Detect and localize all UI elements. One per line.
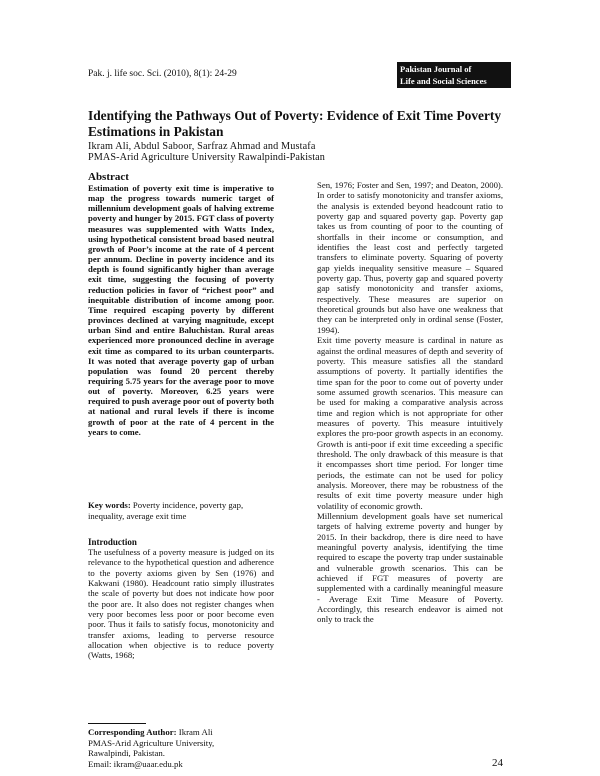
corresponding-author-label: Corresponding Author: — [88, 727, 177, 737]
abstract-text: Estimation of poverty exit time is imperative to map the progress towards numeric target of millennium development goals of halving extreme poverty and hunger by 2015. FGT class of poverty measures was supplemented with Watts Index, using hypothetical consistent broad based neutral growth of Poor’s income at the rate of 4 percent per annum. Decline in poverty incidence and its depth is found significantly higher than average exit time, suggesting the focusing of poverty reduction policies in favor of “richest poor” and inequitable distribution of income among poor. Time required escaping poverty by different provinces declined at varying magnitude, except urban Sind and entire Baluchistan. Rural areas experienced more pronounced decline in average exit time as compared to its urban counterparts. It was noted that average poverty gap of urban population was found 20 percent thereby requiring 5.75 years for the average poor to move out of poverty. Moreover, 6.25 years were required to push average poor out of poverty both at national and rural levels if there is income growth of poor at the rate of 4 percent in the years to come. — [88, 183, 274, 437]
corresponding-author-institution: PMAS-Arid Agriculture University, — [88, 737, 215, 748]
journal-reference: Pak. j. life soc. Sci. (2010), 8(1): 24-29 — [88, 69, 237, 79]
author-affiliation: PMAS-Arid Agriculture University Rawalpindi-Pakistan — [88, 152, 325, 163]
introduction-text: The usefulness of a poverty measure is judged on its relevance to the hypothetical question and adherence to the poverty axioms given by Sen (1976) and Kakwani (1980). Headcount ratio simply illustrates the scale of poverty but does not indicate how poor the poor are. It also does not register changes when very poor becomes less poor or poor become even poor. Thus it fails to satisfy focus, monotonicity and transfer axioms, leading to perverse resource allocation when objective is to reduce poverty (Watts, 1968; — [88, 547, 274, 661]
author-list: Ikram Ali, Abdul Saboor, Sarfraz Ahmad and Mustafa — [88, 141, 316, 152]
keywords-label: Key words: — [88, 500, 131, 510]
article-title: Identifying the Pathways Out of Poverty: Evidence of Exit Time Poverty Estimations in Pakistan — [88, 108, 502, 139]
page-number: 24 — [492, 757, 503, 769]
corresponding-author-name: Ikram Ali — [178, 727, 213, 737]
email-label: Email: — [88, 758, 112, 769]
right-column-paragraph-3: Millennium development goals have set numerical targets of halving extreme poverty and hunger by 2015. In their backdrop, there is dire need to have meaningful poverty analysis, identifying the time required to escape the poverty trap under sustainable and vulnerable growth scenarios. This can be achieved if FGT measures of poverty are supplemented with a cardinally meaningful measure - Average Exit Time Measure of Poverty. Accordingly, this research endeavor is aimed not only to track the — [317, 511, 503, 625]
journal-name-line2: Life and Social Sciences — [400, 75, 487, 86]
abstract-heading: Abstract — [88, 171, 129, 183]
journal-name-box — [397, 62, 511, 88]
footnote-divider — [88, 723, 146, 724]
right-column — [317, 180, 503, 625]
introduction-heading: Introduction — [88, 537, 137, 547]
keywords-text: Poverty incidence, poverty gap, inequality, average exit time — [88, 500, 244, 521]
right-column-paragraph-1: Sen, 1976; Foster and Sen, 1997; and Deaton, 2000). In order to satisfy monotonicity and transfer axioms, the analysis is extended beyond headcount ratio to poverty gap and squared poverty gap. Poverty gap takes us from counting of poor to the counting of shortfalls in their income or consumption, and identifies the least cost and perfectly targeted transfers to eliminate poverty. Squaring of poverty gap yields inequality sensitive measure – Squared poverty gap. Thus, poverty gap and squared poverty gap satisfy monotonicity and transfer axioms, respectively. These measures are superior on theoretical grounds but also have one weakness that they can be interpreted only in ordinal sense (Foster, 1994). — [317, 180, 503, 335]
corresponding-author-note — [88, 727, 214, 769]
journal-name-line1: Pakistan Journal of — [400, 64, 472, 74]
corresponding-author-city: Rawalpindi, Pakistan. — [88, 748, 165, 759]
right-column-paragraph-2: Exit time poverty measure is cardinal in nature as against the ordinal measures of depth and severity of poverty. This measure satisfies all the standard assumptions of poverty. It partially identifies the time span for the poor to come out of poverty under some assumed growth scenarios. This measure can be used for making a comparative analysis across time and region which is not appropriate for other measures of poverty. This measure intuitively explores the pro-poor growth aspects in an economy. Growth is anti-poor if exit time exceeding a specific threshold. The only drawback of this measure is that it encompasses short time period. For longer time periods, the estimate can not be used for policy analysis. Moreover, there may be robustness of the results of exit time poverty measure under high volatility of economic growth. — [317, 335, 503, 511]
email-address: ikram@uaar.edu.pk — [113, 758, 183, 769]
keywords — [88, 500, 274, 521]
